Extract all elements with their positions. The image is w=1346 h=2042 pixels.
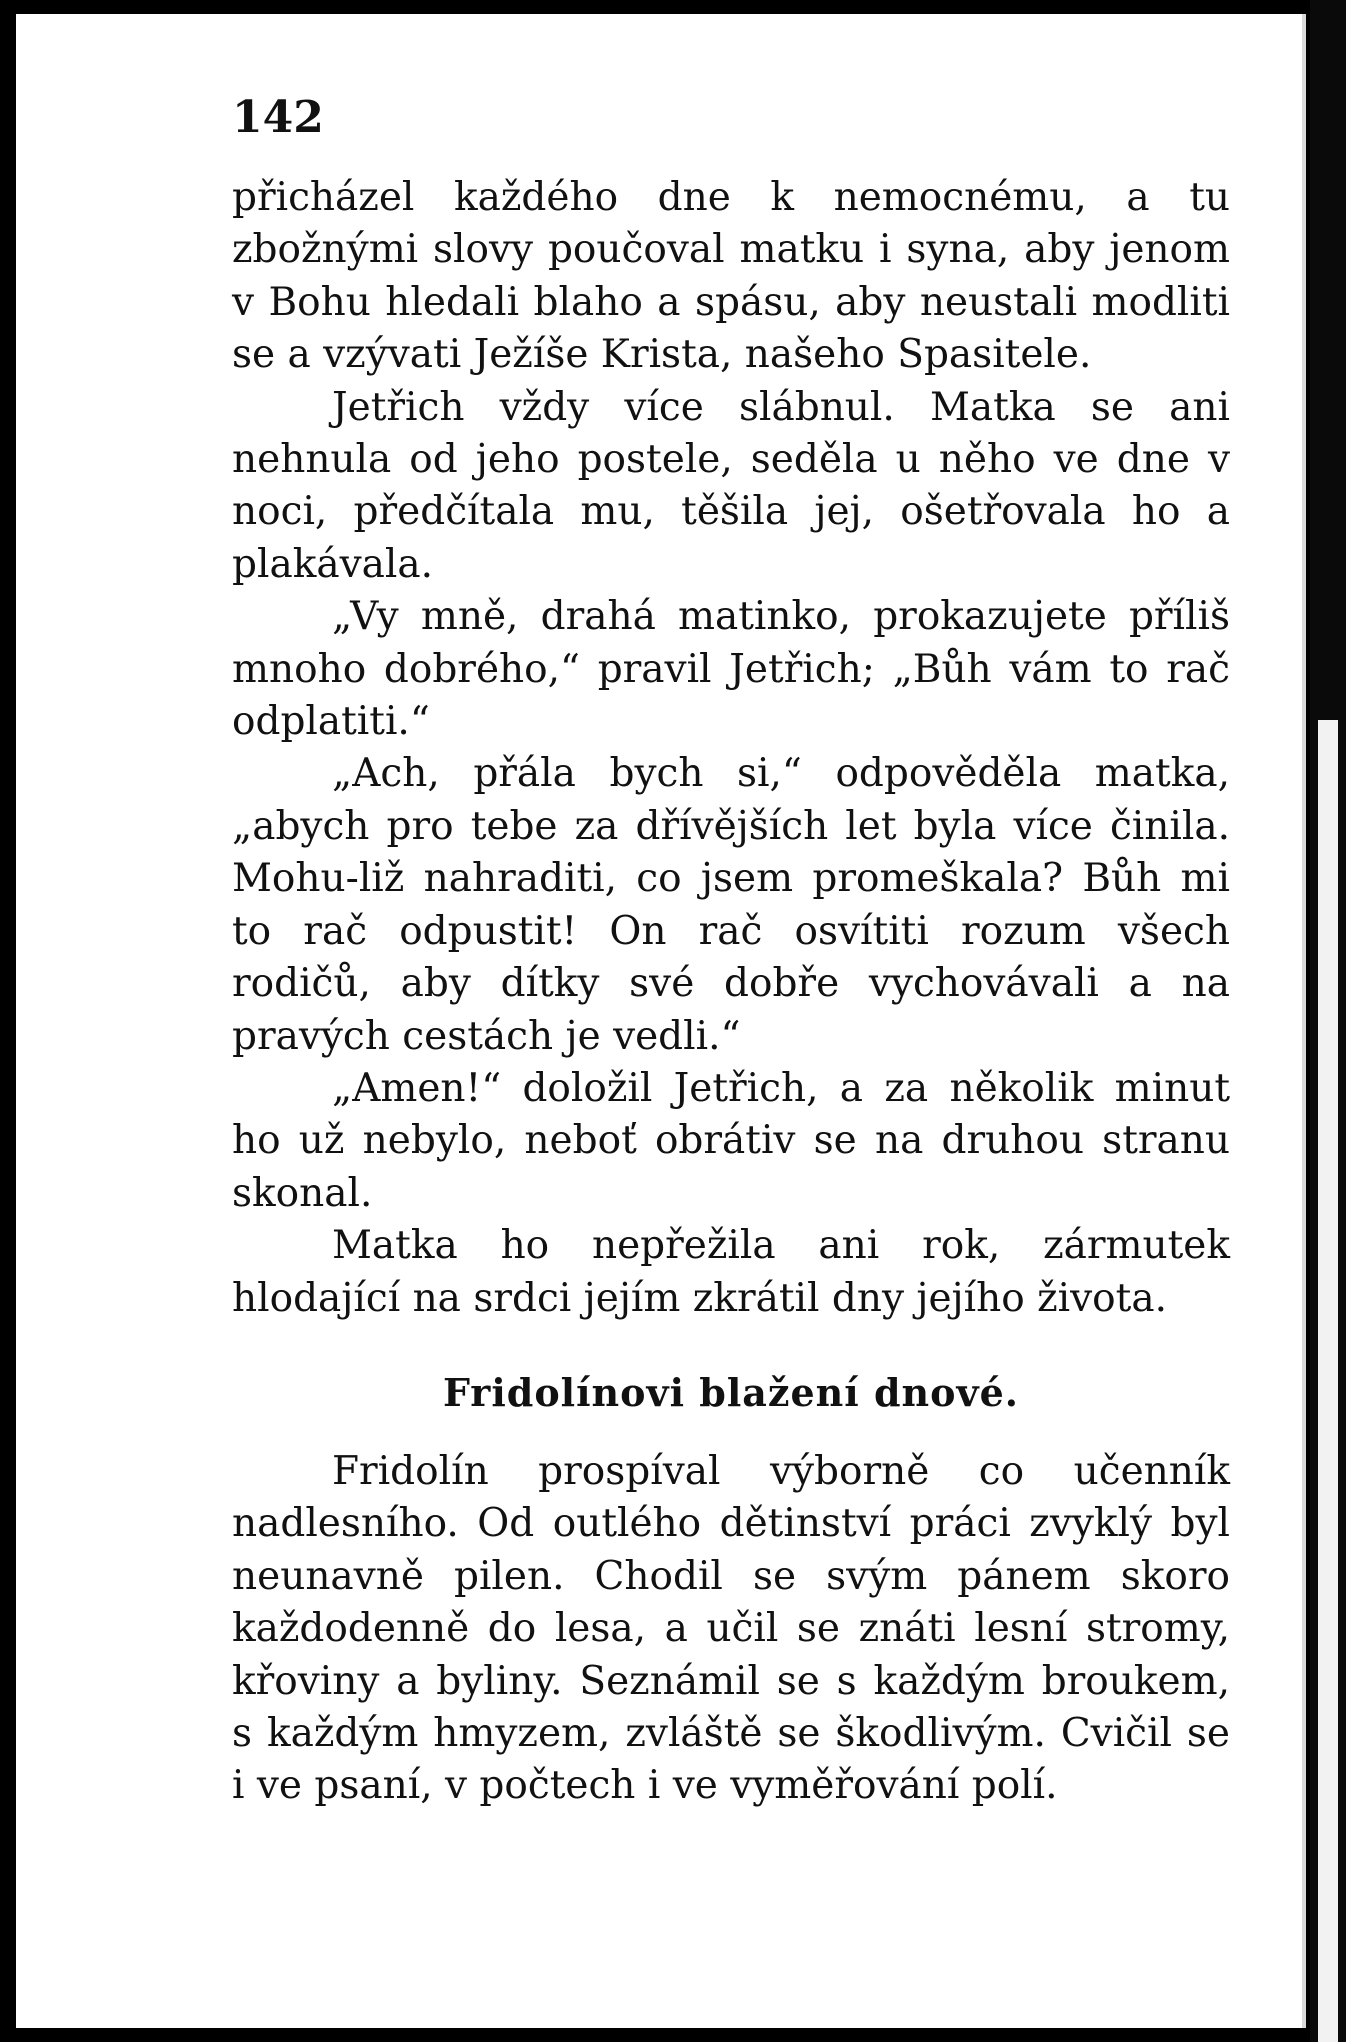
- paragraph: Jetřich vždy více slábnul. Matka se ani nehnula od jeho postele, seděla u něho ve dne v noci, předčítala mu, těšila jej, ošetřovala ho a plakávala.: [232, 384, 1230, 587]
- paragraph: „Amen!“ doložil Jetřich, a za několik minut ho už nebylo, neboť obrátiv se na druhou stranu skonal.: [232, 1065, 1230, 1216]
- page-number: 142: [232, 92, 324, 143]
- adjacent-page-edge: [1318, 720, 1338, 2042]
- bottom-text-block: [232, 1446, 1230, 1813]
- paragraph: Fridolín prospíval výborně co učenník nadlesního. Od outlého dětinství práci zvyklý byl neunavně pilen. Chodil se svým pánem skoro každodenně do lesa, a učil se znáti lesní stromy, křoviny a byliny. Seznámil se s každým broukem, s každým hmyzem, zvláště se škodlivým. Cvičil se i ve psaní, v počtech i ve vyměřování polí.: [232, 1449, 1230, 1809]
- scan-border: [1310, 0, 1346, 2042]
- paragraph: „Vy mně, drahá matinko, prokazujete příliš mnoho dobrého,“ pravil Jetřich; „Bůh vám to rač odplatiti.“: [232, 594, 1230, 745]
- page-edge: [1302, 14, 1306, 2028]
- paragraph: přicházel každého dne k nemocnému, a tu zbožnými slovy poučoval matku i syna, aby jenom v Bohu hledali blaho a spásu, aby neustali modliti se a vzývati Ježíše Krista, našeho Spasitele.: [232, 175, 1230, 378]
- paragraph: Matka ho nepřežila ani rok, zármutek hlodající na srdci jejím zkrátil dny jejího života.: [232, 1223, 1230, 1321]
- section-title: Fridolínovi blažení dnové.: [443, 1370, 1019, 1415]
- top-text-block: [232, 172, 1230, 1325]
- paragraph: „Ach, přála bych si,“ odpověděla matka, „abych pro tebe za dřívějších let byla více činila. Mohu-liž nahraditi, co jsem promeškala? Bůh mi to rač odpustit! On rač osvítiti rozum všech rodičů, aby dítky své dobře vychovávali a na pravých cestách je vedli.“: [232, 751, 1230, 1059]
